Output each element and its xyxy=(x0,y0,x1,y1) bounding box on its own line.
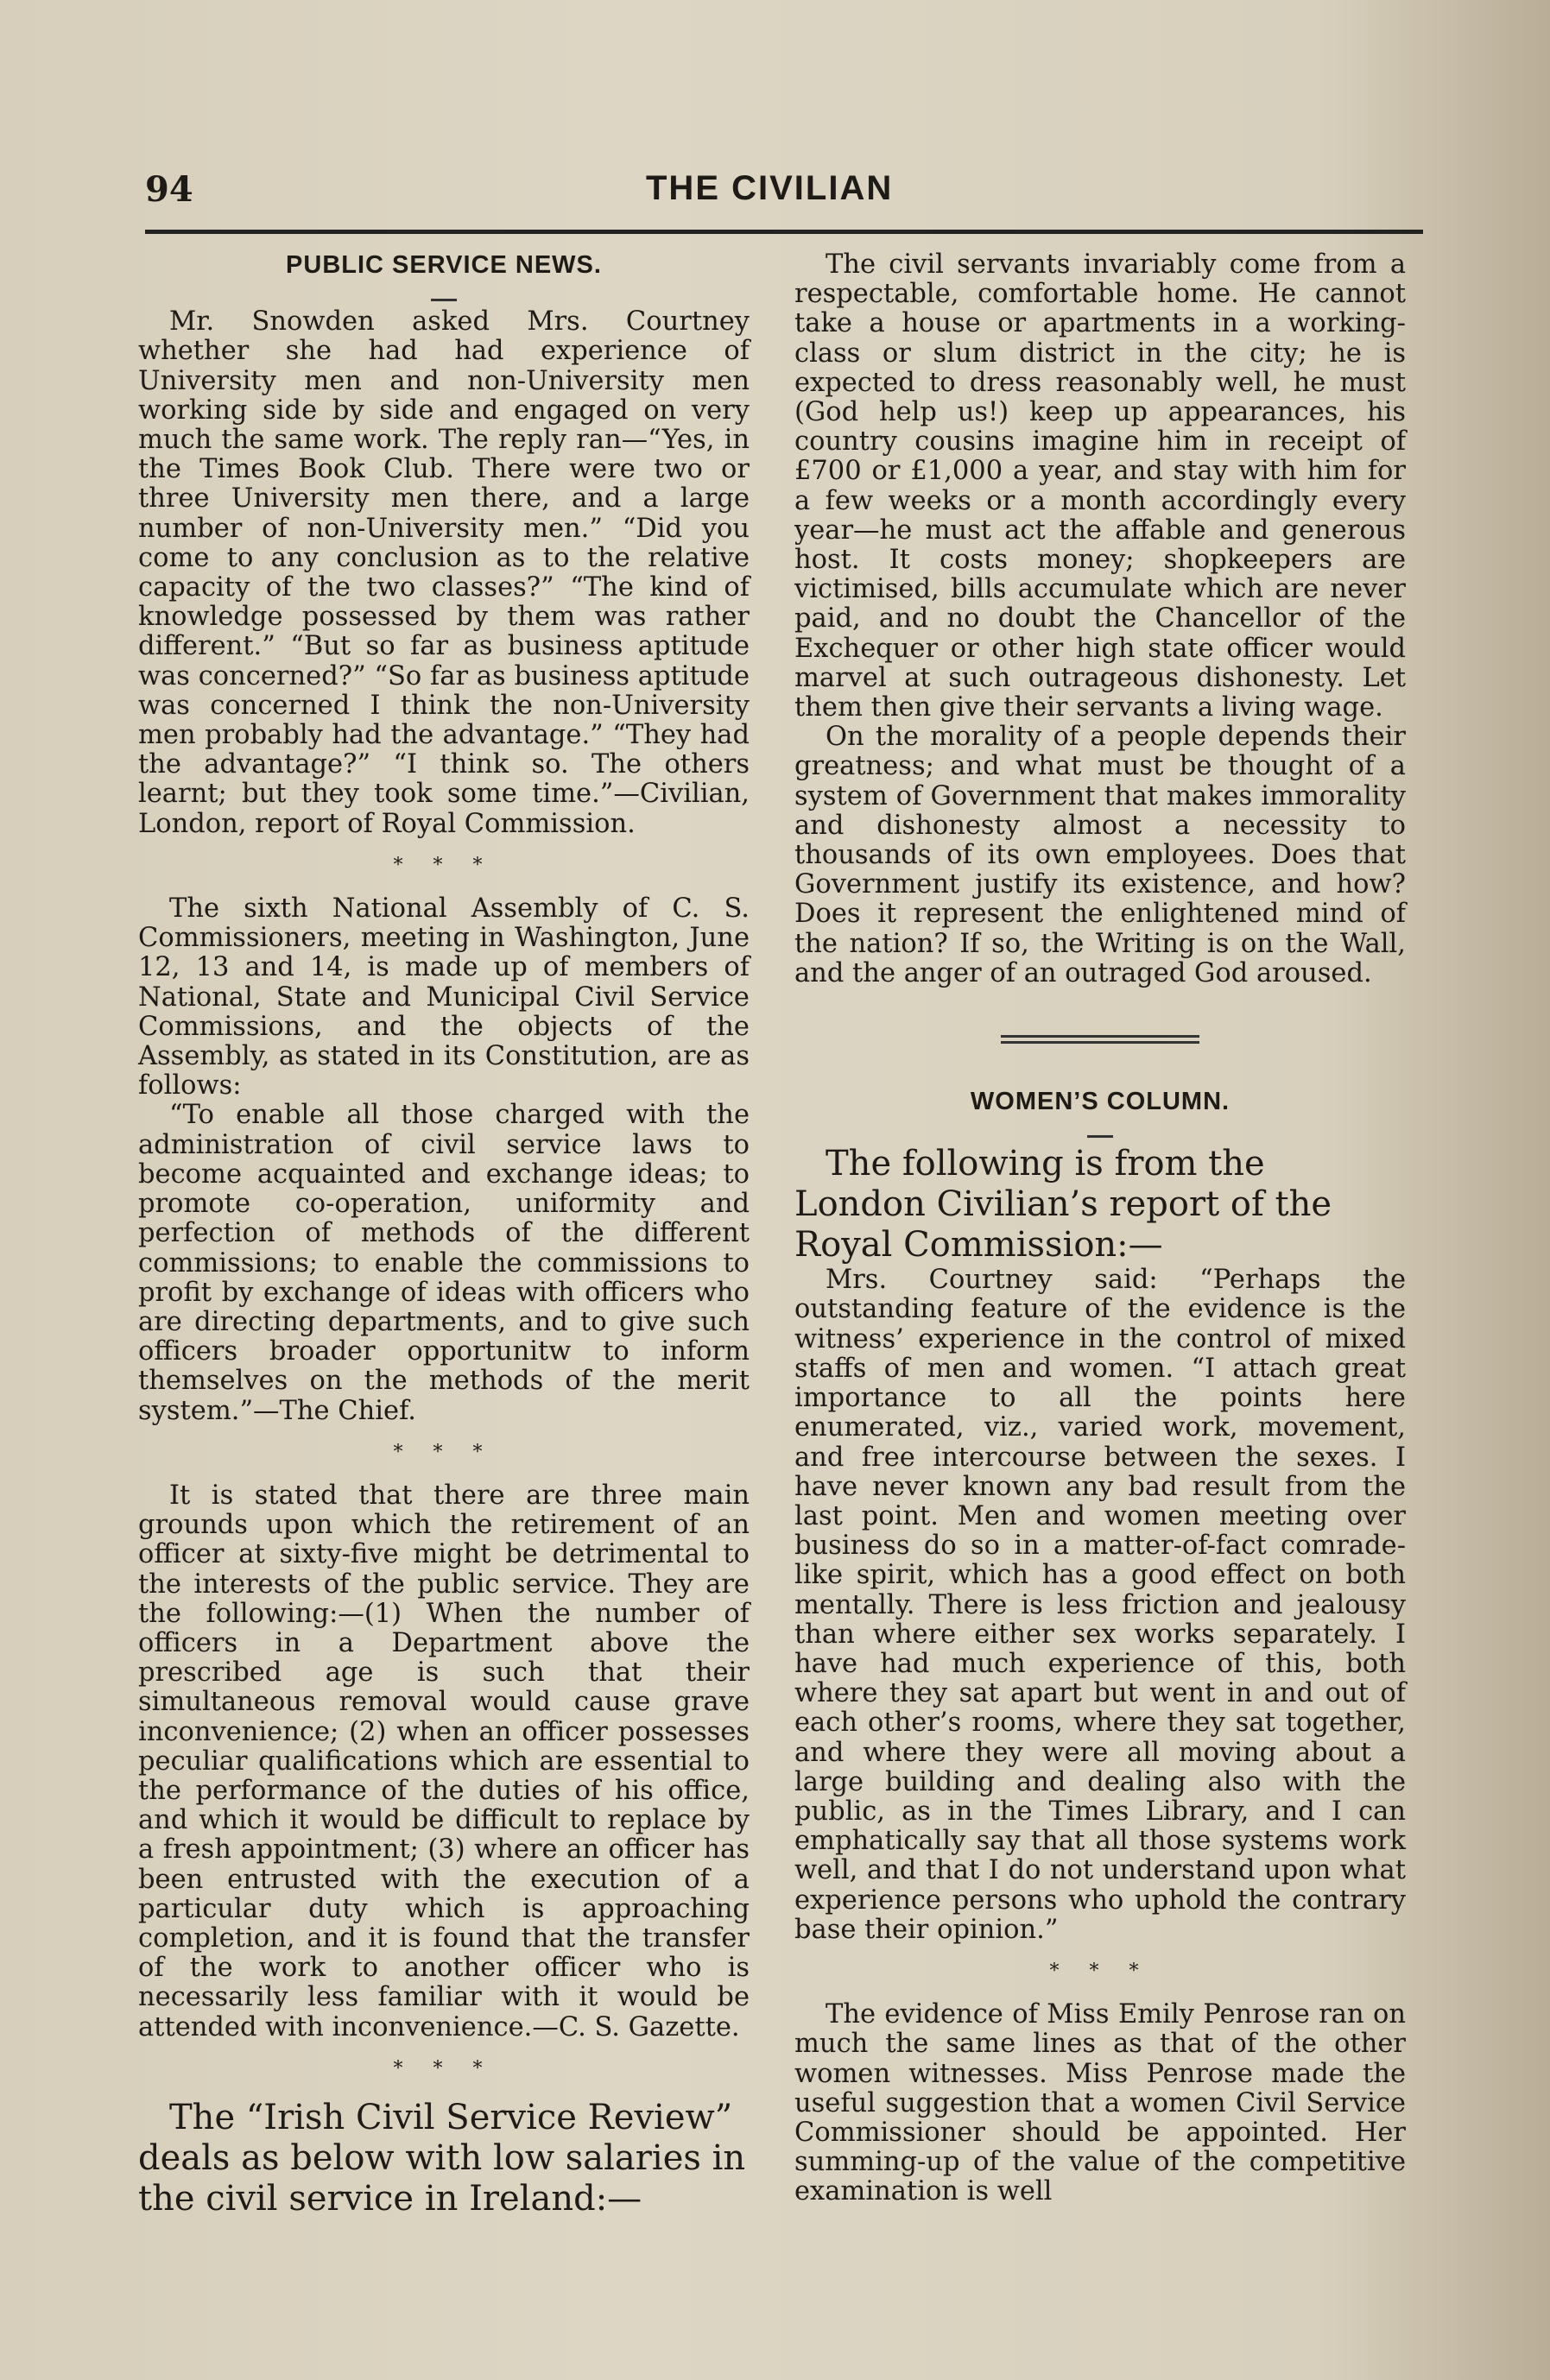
article-lead-paragraph: The “Irish Civil Service Review” deals as below with low salaries in the civil service in Ireland:— xyxy=(138,2097,746,2219)
article-lead-paragraph: The following is from the London Civilian’s report of the Royal Commission:— xyxy=(794,1144,1332,1266)
running-head xyxy=(145,169,1423,221)
article-paragraph: The evidence of Miss Emily Penrose ran on much the same lines as that of the other women witnesses. Miss Penrose made the useful suggestion that a women Civil Service Commissioner should be appointed. Her summing-up of the value of the competitive examination is well xyxy=(794,1999,1406,2207)
section-separator: * * * xyxy=(393,1441,495,1463)
article-paragraph: The civil servants invariably come from a respectable, comfortable home. He cannot take a house or apartments in a working-class or slum district in the city; he is expected to dress reasonably well, he must (God help us!) keep up appearances, his country cousins imagine him in receipt of £700 or £1,000 a year, and stay with him for a few weeks or a month accordingly every year—he must act the affable and generous host. It costs money; shopkeepers are victimised, bills accumulate which are never paid, and no doubt the Chancellor of the Exchequer or other high state officer would marvel at such outrageous dishonesty. Let them then give their servants a living wage. xyxy=(794,249,1406,723)
double-rule-divider xyxy=(1001,1035,1199,1044)
article-paragraph: Mr. Snowden asked Mrs. Courtney whether she had had experience of University men and non-University men working side by side and engaged on very much the same work. The reply ran—“Yes, in the Times Book Club. There were two or three University men there, and a large number of non-University men.” “Did you come to any conclusion as to the relative capacity of the two classes?” “The kind of knowledge possessed by them was rather different.” “But so far as business aptitude was concerned?” “So far as business aptitude was concerned I think the non-University men probably had the advantage.” “They had the advantage?” “I think so. The others learnt; but they took some time.”—Civilian, London, report of Royal Commission. xyxy=(138,306,750,839)
public-service-news-heading: PUBLIC SERVICE NEWS. xyxy=(286,251,602,279)
journal-title: THE CIVILIAN xyxy=(646,169,894,207)
heading-dash xyxy=(794,1121,1406,1139)
heading-dash xyxy=(138,285,750,302)
page-number: 94 xyxy=(145,169,193,210)
left-column xyxy=(138,250,750,2219)
article-paragraph: On the morality of a people depends their greatness; and what must be thought of a system of Government that makes immorality and dishonesty almost a necessity to thousands of its own employees. Does that Government justify its existence, and how? Does it represent the enlightened mind of the nation? If so, the Writing is on the Wall, and the anger of an outraged God aroused. xyxy=(794,722,1406,988)
article-paragraph: The sixth National Assembly of C. S. Commissioners, meeting in Washington, June 12, 13 and 14, is made up of members of National, State and Municipal Civil Service Commissions, and the objects of the Assembly, as stated in its Constitution, are as follows: xyxy=(138,893,750,1102)
article-paragraph: “To enable all those charged with the administration of civil service laws to become acquainted and exchange ideas; to promote co-operation, uniformity and perfection of methods of the different commissions; to enable the commissions to profit by exchange of ideas with officers who are directing departments, and to give such officers broader opportunitw to inform themselves on the methods of the merit system.”—The Chief. xyxy=(138,1100,750,1426)
header-rule xyxy=(145,230,1423,234)
section-separator: * * * xyxy=(393,2057,495,2080)
section-separator: * * * xyxy=(1049,1960,1151,1982)
womens-column-heading: WOMEN’S COLUMN. xyxy=(970,1088,1231,1116)
article-paragraph: It is stated that there are three main grounds upon which the retirement of an officer at sixty-five might be detrimental to the interests of the public service. They are the following:—(1) When the number of officers in a Department above the prescribed age is such that their simultaneous removal would cause grave inconvenience; (2) when an officer possesses peculiar qualifications which are essential to the performance of the duties of his office, and which it would be difficult to replace by a fresh appointment; (3) where an officer has been entrusted with the execution of a particular duty which is approaching completion, and it is found that the transfer of the work to another officer who is necessarily less familiar with it would be attended with inconvenience.—C. S. Gazette. xyxy=(138,1480,750,2042)
section-separator: * * * xyxy=(393,854,495,876)
right-column xyxy=(794,250,1406,2207)
article-paragraph: Mrs. Courtney said: “Perhaps the outstanding feature of the evidence is the witness’ experience in the control of mixed staffs of men and women. “I attach great importance to all the points here enumerated, viz., varied work, movement, and free intercourse between the sexes. I have never known any bad result from the last point. Men and women meeting over business do so in a matter-of-fact comrade-like spirit, which has a good effect on both mentally. There is less friction and jealousy than where either sex works separately. I have had much experience of this, both where they sat apart but went in and out of each other’s rooms, where they sat together, and where they were all moving about a large building and dealing also with the public, as in the Times Library, and I can emphatically say that all those systems work well, and that I do not understand upon what experience persons who uphold the contrary base their opinion.” xyxy=(794,1265,1406,1945)
